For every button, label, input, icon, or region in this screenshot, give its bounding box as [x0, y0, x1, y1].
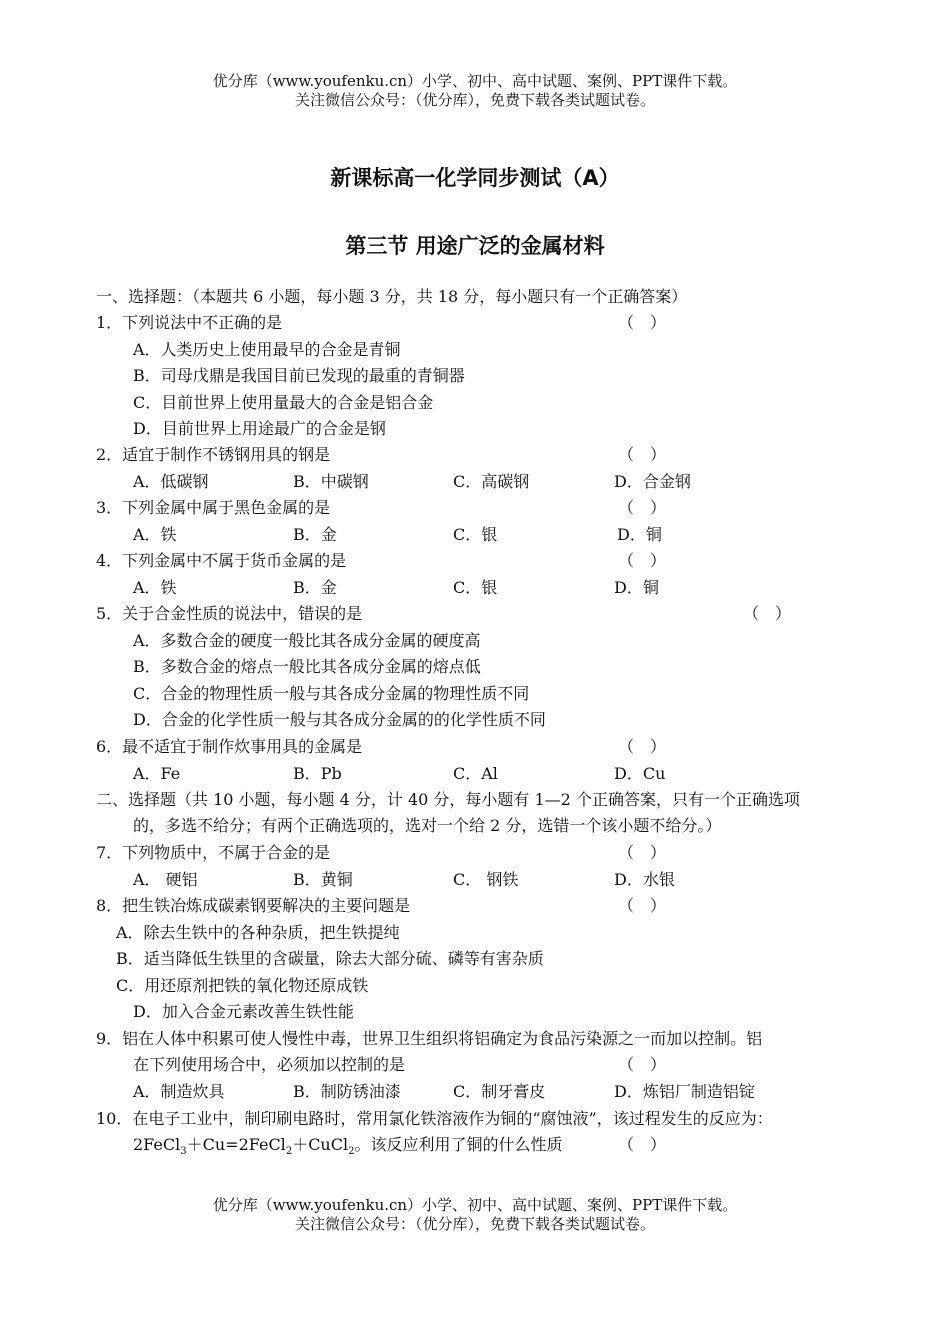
q4-option-a: A．铁: [133, 578, 177, 597]
q3-option-a: A．铁: [133, 525, 177, 544]
q1-option-b: B．司母戊鼎是我国目前已发现的最重的青铜器: [133, 366, 465, 385]
q3-option-b: B．金: [293, 525, 337, 544]
q1-option-a: A．人类历史上使用最早的合金是青铜: [133, 340, 401, 359]
q7-option-c: C． 钢铁: [453, 870, 519, 889]
q8-option-a: A．除去生铁中的各种杂质，把生铁提纯: [116, 923, 400, 942]
q9-answer-paren: （ ）: [618, 1055, 667, 1074]
q2-stem: 2．适宜于制作不锈钢用具的钢是: [96, 445, 331, 464]
q2-option-b: B．中碳钢: [293, 472, 369, 491]
q5-option-a: A．多数合金的硬度一般比其各成分金属的硬度高: [133, 631, 481, 650]
q5-option-d: D．合金的化学性质一般与其各成分金属的的化学性质不同: [133, 710, 546, 729]
footer-line-2: 关注微信公众号：（优分库），免费下载各类试题试卷。: [294, 1215, 655, 1233]
q10-eq-part-4: 。该反应利用了铜的什么性质: [354, 1135, 563, 1154]
q10-answer-paren: （ ）: [618, 1135, 667, 1154]
q1-option-d: D．目前世界上用途最广的合金是钢: [133, 419, 386, 438]
q6-option-c: C．Al: [453, 764, 498, 783]
q8-option-c: C．用还原剂把铁的氧化物还原成铁: [116, 976, 369, 995]
section1-heading: 一、选择题：（本题共 6 小题，每小题 3 分，共 18 分，每小题只有一个正确答案）: [96, 287, 688, 306]
q2-option-d: D．合金钢: [614, 472, 691, 491]
q1-answer-paren: （ ）: [618, 313, 667, 332]
q9-option-a: A．制造炊具: [133, 1082, 225, 1101]
q9-stem-1: 9．铝在人体中积累可使人慢性中毒，世界卫生组织将铝确定为食品污染源之一而加以控制。铝: [96, 1029, 763, 1048]
q3-stem: 3．下列金属中属于黑色金属的是: [96, 498, 331, 517]
header-line-2: 关注微信公众号：（优分库），免费下载各类试题试卷。: [294, 91, 655, 109]
q5-option-b: B．多数合金的熔点一般比其各成分金属的熔点低: [133, 657, 481, 676]
q9-option-c: C．制牙膏皮: [453, 1082, 546, 1101]
q9-option-b: B．制防锈油漆: [293, 1082, 401, 1101]
q10-stem-1: 10．在电子工业中，制印刷电路时，常用氯化铁溶液作为铜的“腐蚀液”，该过程发生的反应为：: [96, 1109, 773, 1128]
q8-option-d: D．加入合金元素改善生铁性能: [133, 1002, 354, 1021]
q4-option-b: B．金: [293, 578, 337, 597]
q7-option-d: D．水银: [614, 870, 675, 889]
q10-eq-sub-1: 3: [180, 1146, 187, 1158]
q9-option-d: D．炼铝厂制造铝锭: [614, 1082, 755, 1101]
q10-eq-part-2: ＋Cu=2FeCl: [186, 1135, 286, 1154]
footer-line-1: 优分库（www.youfenku.cn）小学、初中、高中试题、案例、PPT课件下载。: [212, 1196, 738, 1214]
q4-option-d: D．铜: [614, 578, 659, 597]
q7-stem: 7．下列物质中，不属于合金的是: [96, 843, 331, 862]
q1-stem: 1．下列说法中不正确的是: [96, 313, 283, 332]
q4-option-c: C．银: [453, 578, 498, 597]
section2-heading-1: 二、选择题（共 10 小题，每小题 4 分，计 40 分，每小题有 1—2 个正确答案，只有一个正确选项: [96, 790, 800, 809]
q6-answer-paren: （ ）: [618, 737, 667, 756]
q2-answer-paren: （ ）: [618, 445, 667, 464]
q7-option-a: A． 硬铝: [133, 870, 198, 889]
q3-option-c: C．银: [453, 525, 498, 544]
q10-eq-sub-2: 2: [285, 1146, 293, 1158]
q3-answer-paren: （ ）: [618, 498, 667, 517]
q5-option-c: C．合金的物理性质一般与其各成分金属的物理性质不同: [133, 684, 530, 703]
q7-answer-paren: （ ）: [618, 843, 667, 862]
q5-stem: 5．关于合金性质的说法中，错误的是: [96, 604, 363, 623]
q6-option-d: D．Cu: [614, 764, 666, 783]
q1-option-c: C．目前世界上使用量最大的合金是铝合金: [133, 393, 434, 412]
q3-option-d: D．铜: [617, 525, 662, 544]
page-subtitle: 第三节 用途广泛的金属材料: [345, 234, 605, 258]
q9-stem-2: 在下列使用场合中，必须加以控制的是: [133, 1055, 406, 1074]
q4-stem: 4．下列金属中不属于货币金属的是: [96, 551, 347, 570]
q10-equation: [133, 1135, 563, 1162]
q8-option-b: B．适当降低生铁里的含碳量，除去大部分硫、磷等有害杂质: [116, 949, 544, 968]
q2-option-c: C．高碳钢: [453, 472, 530, 491]
q10-eq-part-3: ＋CuCl: [292, 1135, 349, 1154]
q4-answer-paren: （ ）: [618, 551, 667, 570]
q8-answer-paren: （ ）: [618, 896, 667, 915]
q6-option-a: A．Fe: [133, 764, 181, 783]
q2-option-a: A．低碳钢: [133, 472, 209, 491]
q7-option-b: B．黄铜: [293, 870, 353, 889]
q5-answer-paren: （ ）: [743, 604, 792, 623]
q6-option-b: B．Pb: [293, 764, 342, 783]
page-title: 新课标高一化学同步测试（A）: [330, 166, 620, 190]
q10-eq-part-1: 2FeCl: [133, 1135, 181, 1154]
q8-stem: 8．把生铁冶炼成碳素钢要解决的主要问题是: [96, 896, 411, 915]
q6-stem: 6．最不适宜于制作炊事用具的金属是: [96, 737, 363, 756]
section2-heading-2: 的，多选不给分；有两个正确选项的，选对一个给 2 分，选错一个该小题不给分。）: [133, 816, 722, 835]
header-line-1: 优分库（www.youfenku.cn）小学、初中、高中试题、案例、PPT课件下载。: [212, 72, 738, 90]
q10-eq-sub-3: 2: [348, 1146, 355, 1158]
